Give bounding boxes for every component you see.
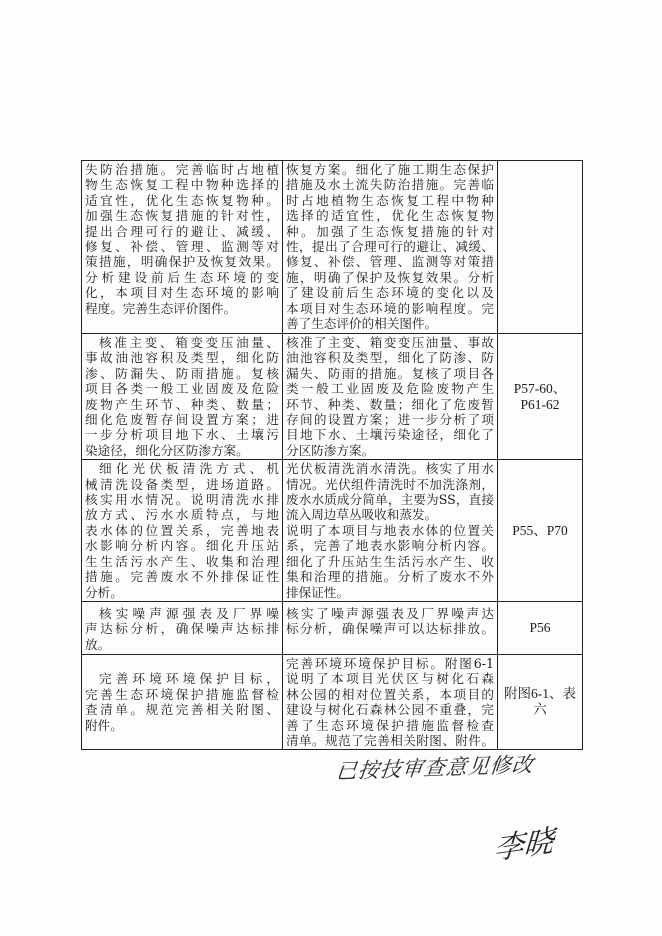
text-line: 恢复方案。细化了施工期生态保护 [286, 162, 494, 177]
review-requirement-cell [82, 654, 283, 749]
review-requirement-cell [82, 601, 283, 654]
text-line: 类一般工业固废及危险废物产生 [286, 381, 494, 397]
review-response-table [81, 160, 583, 750]
text-line: 分析。 [85, 584, 123, 600]
text-line: 查清单。规范完善相关附图、 [85, 702, 279, 718]
text-line: 环节、种类、数量；细化了危废暂 [286, 396, 494, 412]
text-line: 种。加强了生态恢复措施的针对 [286, 223, 494, 239]
text-line: 一步分析项目地下水、土壤污 [85, 427, 279, 443]
text-line: 选择的适宜性，优化生态恢复物 [286, 208, 494, 224]
text-line: 本项目对生态环境的影响程度。完 [286, 300, 494, 316]
page-reference: P61-62 [520, 396, 560, 412]
text-line: 械清洗设备类型，进场道路。 [85, 476, 279, 492]
review-requirement-cell [82, 161, 283, 334]
response-cell [283, 654, 498, 749]
text-line: 程度。完善生态评价图件。 [85, 300, 237, 316]
text-line: 声达标分析，确保噪声达标排 [85, 621, 279, 637]
review-requirement-cell [82, 334, 283, 460]
text-line: 完善环境环境保护目标， [99, 671, 279, 687]
text-line: 细化光伏板清洗方式、机 [99, 461, 279, 477]
text-line: 事故油池容积及类型，细化防 [85, 350, 279, 366]
text-line: 渗、防漏失、防雨措施。复核 [85, 365, 279, 381]
text-line: 完善环境环境保护目标。附图6-1 [286, 655, 494, 671]
response-cell [283, 601, 498, 654]
table-row [82, 654, 583, 749]
page-reference: 附图6-1、表 [504, 686, 576, 702]
text-line: 附件。 [85, 717, 123, 733]
text-line: 存间的设置方案；进一步分析了项 [286, 412, 494, 428]
text-line: 加强生态恢复措施的针对性， [85, 208, 279, 224]
text-line: 适宜性，优化生态恢复物种。 [85, 192, 279, 208]
text-line: 项目各类一般工业固废及危险 [85, 381, 279, 397]
text-line: 染途径，细化分区防渗方案。 [85, 442, 249, 458]
text-line: 生生活污水产生、收集和治理 [85, 553, 279, 569]
text-line: 修复、补偿、管理、监测等对策措 [286, 254, 494, 270]
handwritten-signature: 李晓 [492, 823, 555, 868]
text-line: 集和治理的措施。分析了废水不外 [286, 569, 494, 585]
page-reference-cell [498, 654, 583, 749]
text-line: 说明了本项目光伏区与树化石森 [286, 671, 494, 687]
text-line: 性，提出了合理可行的避让、减缓、 [286, 239, 494, 255]
text-line: 情况。光伏组件清洗时不加洗涤剂， [286, 476, 494, 492]
text-line: 细化危废暂存间设置方案；进 [85, 412, 279, 428]
text-line: 漏失、防雨的措施。复核了项目各 [286, 365, 494, 381]
page-reference: 六 [533, 702, 547, 718]
text-line: 分析建设前后生态环境的变 [85, 269, 279, 285]
text-line: 放方式、污水水质特点，与地 [85, 507, 279, 523]
text-line: 提出合理可行的避让、减缓、 [85, 223, 279, 239]
response-cell [283, 161, 498, 334]
page-reference-cell [498, 601, 583, 654]
text-line: 施，明确了保护及恢复效果。分析 [286, 269, 494, 285]
page-reference-cell [498, 460, 583, 602]
text-line: 核实用水情况。说明清洗水排 [85, 492, 279, 508]
text-line: 细化了升压站生生活污水产生、收 [286, 553, 494, 569]
text-line: 油池容积及类型，细化了防渗、防 [286, 350, 494, 366]
text-line: 系，完善了地表水影响分析内容。 [286, 538, 494, 554]
text-line: 失防治措施。完善临时占地植 [85, 162, 279, 177]
text-line: 排保证性。 [286, 584, 349, 600]
page-reference: P55、P70 [512, 522, 568, 538]
text-line: 修复、补偿、管理、监测等对 [85, 239, 279, 255]
text-line: 核准了主变、箱变变压油量、事故 [286, 335, 494, 350]
text-line: 策措施，明确保护及恢复效果。 [85, 254, 279, 270]
text-line: 说明了本项目与地表水体的位置关 [286, 522, 494, 538]
text-line: 废物产生环节、种类、数量； [85, 396, 279, 412]
table-row [82, 460, 583, 602]
table-row [82, 161, 583, 334]
page-reference: P57-60、 [513, 380, 567, 396]
response-cell [283, 334, 498, 460]
text-line: 核实了噪声源强表及厂界噪声达 [286, 605, 494, 621]
text-line: 化，本项目对生态环境的影响 [85, 285, 279, 301]
page-reference-cell [498, 161, 583, 334]
handwritten-note: 已按技审查意见修改 [334, 752, 536, 784]
text-line: 建设与树化石森林公园不重叠，完 [286, 702, 494, 718]
text-line: 放。 [85, 636, 111, 652]
text-line: 核实噪声源强表及厂界噪 [99, 605, 279, 621]
table-row [82, 601, 583, 654]
page-reference-cell [498, 334, 583, 460]
text-line: 光伏板清洗消水清洗。核实了用水 [286, 461, 494, 477]
page-reference: P56 [529, 619, 551, 635]
text-line: 清单。规范了完善相关附图、附件。 [286, 732, 494, 748]
text-line: 时占地植物生态恢复工程中物种 [286, 192, 494, 208]
text-line: 废水水质成分简单，主要为SS，直接 [286, 492, 494, 508]
text-line: 流入周边草丛吸收和蒸发。 [286, 507, 438, 523]
text-line: 水影响分析内容。细化升压站 [85, 538, 279, 554]
text-line: 完善生态环境保护措施监督检 [85, 686, 279, 702]
text-line: 标分析，确保噪声可以达标排放。 [286, 621, 494, 637]
text-line: 林公园的相对位置关系，本项目的 [286, 686, 494, 702]
text-line: 善了生态环境保护措施监督检查 [286, 717, 494, 733]
text-line: 措施及水土流失防治措施。完善临 [286, 177, 494, 193]
text-line: 目地下水、土壤污染途径，细化了 [286, 427, 494, 443]
text-line: 物生态恢复工程中物种选择的 [85, 177, 279, 193]
response-cell [283, 460, 498, 602]
review-requirement-cell [82, 460, 283, 602]
text-line: 了建设前后生态环境的变化以及 [286, 285, 494, 301]
text-line: 善了生态评价的相关图件。 [286, 316, 438, 332]
text-line: 表水体的位置关系，完善地表 [85, 522, 279, 538]
text-line: 措施。完善废水不外排保证性 [85, 569, 279, 585]
text-line: 分区防渗方案。 [286, 442, 375, 458]
text-line: 核准主变、箱变变压油量、 [99, 335, 279, 350]
table-row [82, 334, 583, 460]
